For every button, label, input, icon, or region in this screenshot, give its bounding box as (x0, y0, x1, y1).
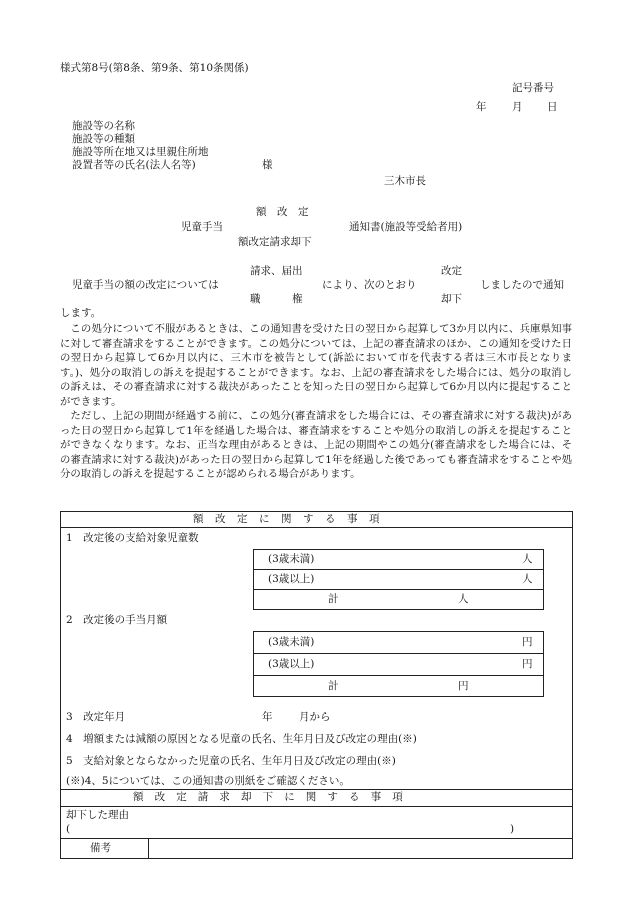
child-count-over3-unit: 人 (522, 573, 533, 585)
intro-option-reject: 却下 (441, 293, 462, 305)
form-number: 様式第8号(第8条、第9条、第10条関係) (60, 62, 249, 74)
child-count-under3-unit: 人 (522, 553, 533, 565)
appeal-notice (60, 322, 572, 482)
title-option-amount-change: 額 改 定 (256, 206, 309, 218)
monthly-amount-over3-unit: 円 (522, 658, 533, 670)
child-count-total-label: 計 (328, 593, 339, 605)
item-child-count: 1 改定後の支給対象児童数 (66, 532, 199, 544)
facility-name-label: 施設等の名称 (72, 120, 135, 132)
child-count-over3-label: (3歳以上) (268, 573, 315, 585)
revision-year-label: 年 (262, 711, 273, 723)
monthly-amount-total-label: 計 (328, 680, 339, 692)
monthly-amount-under3-label: (3歳未満) (268, 636, 315, 648)
monthly-amount-divider-2 (253, 675, 544, 676)
table-header-divider (60, 527, 573, 528)
table-header-rejection: 額 改 定 請 求 却 下 に 関 す る 事 項 (133, 791, 403, 803)
intro-tail: しましたので通知 (480, 279, 564, 291)
intro-tail-2: します。 (60, 307, 102, 319)
facility-address-label: 施設等所在地又は里親住所地 (72, 146, 209, 158)
honorific: 様 (262, 159, 273, 171)
monthly-amount-total-unit: 円 (458, 680, 469, 692)
rejection-reason-close-paren: ) (510, 823, 515, 835)
monthly-amount-over3-label: (3歳以上) (268, 658, 315, 670)
date-day-label: 日 (547, 101, 558, 113)
appendix-note: (※)4、5については、この通知書の別紙をご確認ください。 (66, 775, 350, 787)
item-ineligible-children: 5 支給対象とならなかった児童の氏名、生年月日及び改定の理由(※) (66, 755, 396, 767)
mayor-title: 三木市長 (384, 175, 426, 187)
remarks-top-line (60, 838, 573, 839)
monthly-amount-under3-unit: 円 (522, 636, 533, 648)
date-month-label: 月 (512, 101, 523, 113)
appeal-paragraph-1: この処分について不服があるときは、この通知書を受けた日の翌日から起算して3か月以内に、兵庫県知事に対して審査請求をすることができます。この処分については、上記の審査請求のほか、この通知を受けた日の翌日から起算して6か月以内に、三木市を被告として(訴訟において市を代表する者は三木市長となります。)、処分の取消しの訴えを提起することができます。なお、上記の審査請求をした場合には、処分の取消しの訴えは、その審査請求に対する裁決があったことを知った日の翌日から起算して6か月以内に提起することができます。 (60, 323, 572, 408)
title-option-rejection: 額改定請求却下 (238, 236, 312, 248)
child-count-under3-label: (3歳未満) (268, 553, 315, 565)
item-revision-date: 3 改定年月 (66, 711, 126, 723)
intro-option-revise: 改定 (441, 265, 462, 277)
table-header-amount-change: 額 改 定 に 関 す る 事 項 (193, 513, 380, 525)
item-change-reason: 4 増額または減額の原因となる児童の氏名、生年月日及び改定の理由(※) (66, 733, 417, 745)
appeal-paragraph-2: ただし、上記の期間が経過する前に、この処分(審査請求をした場合には、その審査請求に対する裁決)があった日の翌日から起算して1年を経過した場合は、審査請求をすることや処分の取消しの訴えを提起することができなくなります。なお、正当な理由があるときは、上記の期間やこの処分(審査請求をした場合には、その審査請求に対する裁決)があった日の翌日から起算して1年を経過した後であっても審査請求をすることや処分の取消しの訴えを提起することが認められる場合があります。 (60, 410, 572, 480)
revision-month-label: 月から (299, 711, 331, 723)
title-prefix: 児童手当 (181, 221, 223, 233)
title-suffix: 通知書(施設等受給者用) (349, 221, 463, 233)
remarks-divider (148, 838, 149, 859)
child-count-total-unit: 人 (458, 593, 469, 605)
item-monthly-amount: 2 改定後の手当月額 (66, 614, 168, 626)
date-year-label: 年 (476, 101, 487, 113)
remarks-label: 備考 (90, 842, 111, 854)
rejection-reason-open-paren: ( (66, 823, 71, 835)
rejection-header-top-line (60, 789, 573, 790)
facility-type-label: 施設等の種類 (72, 133, 135, 145)
record-number-label: 記号番号 (512, 82, 554, 94)
child-count-divider-2 (253, 589, 544, 590)
intro-mid: により、次のとおり (322, 279, 417, 291)
founder-name-label: 設置者等の氏名(法人名等) (72, 159, 196, 171)
intro-option-authority: 職 権 (250, 293, 303, 305)
intro-option-request: 請求、届出 (250, 265, 303, 277)
rejection-reason-label: 却下した理由 (66, 809, 129, 821)
monthly-amount-divider-1 (253, 653, 544, 654)
rejection-header-bottom-line (60, 806, 573, 807)
intro-lead: 児童手当の額の改定については (72, 279, 219, 291)
child-count-divider-1 (253, 569, 544, 570)
